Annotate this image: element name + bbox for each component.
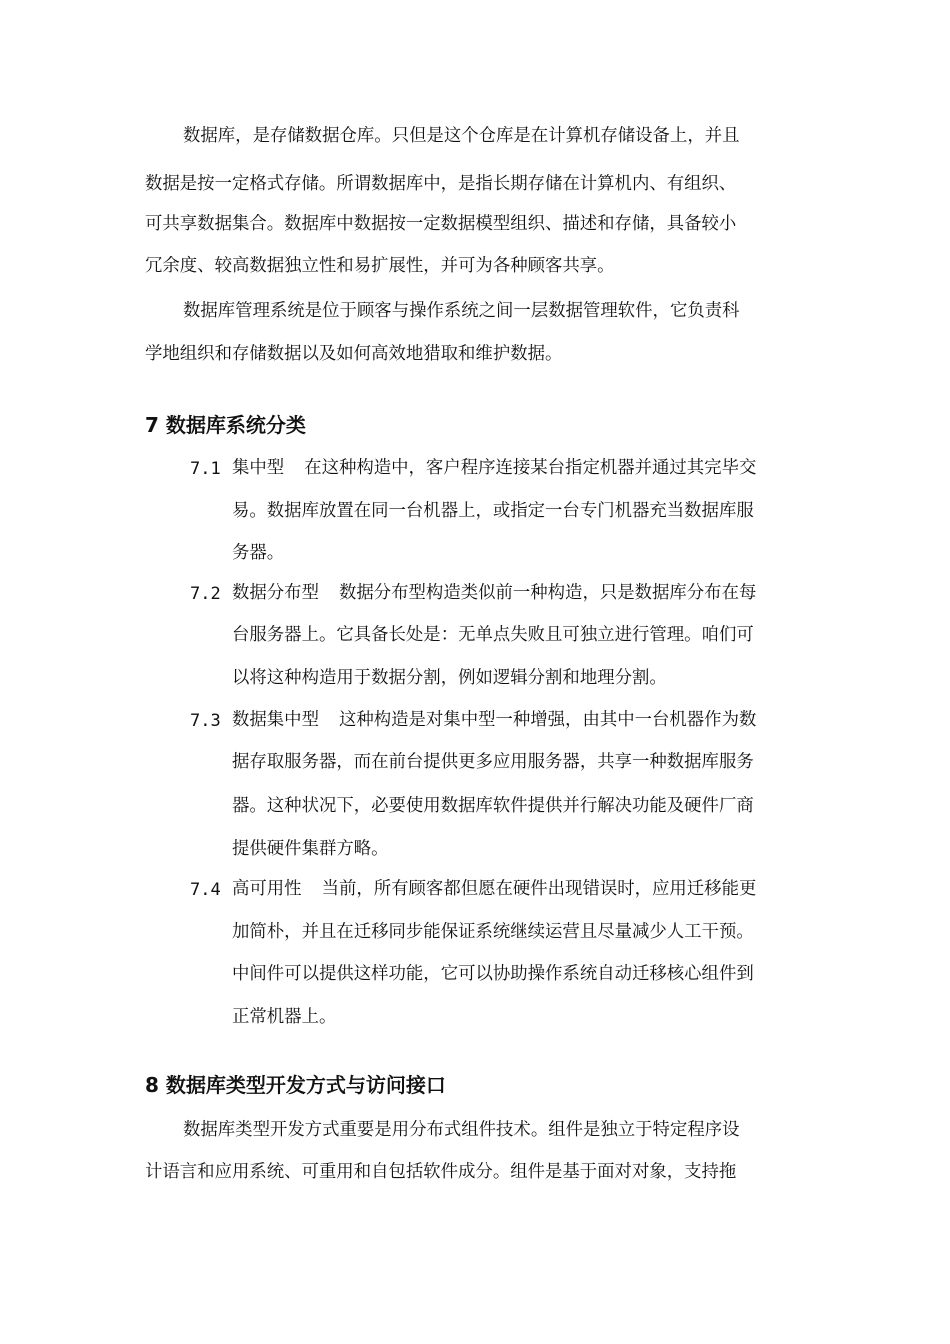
item-number: 7.3 xyxy=(190,711,221,731)
item-first-line xyxy=(232,710,756,730)
item-line: 台服务器上。它具备长处是：无单点失败且可独立进行管理。咱们可 xyxy=(232,625,754,645)
paragraph-line: 计语言和应用系统、可重用和自包括软件成分。组件是基于面对对象，支持拖 xyxy=(145,1162,737,1182)
item-line: 器。这种状况下，必要使用数据库软件提供并行解决功能及硬件厂商 xyxy=(232,796,754,816)
paragraph-line: 数据库类型开发方式重要是用分布式组件技术。组件是独立于特定程序设 xyxy=(183,1120,740,1140)
item-text: 数据分布型构造类似前一种构造，只是数据库分布在每 xyxy=(338,583,757,603)
item-number: 7.4 xyxy=(190,880,221,900)
item-line: 正常机器上。 xyxy=(232,1007,337,1027)
paragraph-line: 可共享数据集合。数据库中数据按一定数据模型组织、描述和存储，具备较小 xyxy=(145,214,737,234)
item-first-line xyxy=(232,458,756,478)
item-line: 务器。 xyxy=(232,543,285,563)
paragraph-line: 数据库管理系统是位于顾客与操作系统之间一层数据管理软件，它负责科 xyxy=(183,301,740,321)
paragraph-line: 冗余度、较高数据独立性和易扩展性，并可为各种顾客共享。 xyxy=(145,256,615,276)
item-text: 当前，所有顾客都但愿在硬件出现错误时，应用迁移能更 xyxy=(321,879,757,899)
item-line: 以将这种构造用于数据分割，例如逻辑分割和地理分割。 xyxy=(232,668,667,688)
item-first-line xyxy=(232,879,756,899)
item-first-line xyxy=(232,583,756,603)
item-line: 据存取服务器，而在前台提供更多应用服务器，共享一种数据库服务 xyxy=(232,752,754,772)
item-term: 数据分布型 xyxy=(232,583,319,603)
item-line: 中间件可以提供这样功能，它可以协助操作系统自动迁移核心组件到 xyxy=(232,964,754,984)
item-number: 7.2 xyxy=(190,584,221,604)
paragraph-line: 数据是按一定格式存储。所谓数据库中，是指长期存储在计算机内、有组织、 xyxy=(145,174,737,194)
section-heading: 8 数据库类型开发方式与访问接口 xyxy=(145,1073,446,1097)
section-heading: 7 数据库系统分类 xyxy=(145,413,306,437)
item-line: 易。数据库放置在同一台机器上，或指定一台专门机器充当数据库服 xyxy=(232,501,754,521)
item-term: 数据集中型 xyxy=(232,710,319,730)
paragraph-line: 数据库，是存储数据仓库。只但是这个仓库是在计算机存储设备上，并且 xyxy=(183,126,740,146)
paragraph-line: 学地组织和存储数据以及如何高效地猎取和维护数据。 xyxy=(145,344,563,364)
item-text: 在这种构造中，客户程序连接某台指定机器并通过其完毕交 xyxy=(304,458,757,478)
item-line: 提供硬件集群方略。 xyxy=(232,839,389,859)
item-term: 集中型 xyxy=(232,458,285,478)
item-line: 加简朴，并且在迁移同步能保证系统继续运营且尽量减少人工干预。 xyxy=(232,922,754,942)
item-text: 这种构造是对集中型一种增强，由其中一台机器作为数 xyxy=(338,710,757,730)
item-number: 7.1 xyxy=(190,459,221,479)
item-term: 高可用性 xyxy=(232,879,302,899)
